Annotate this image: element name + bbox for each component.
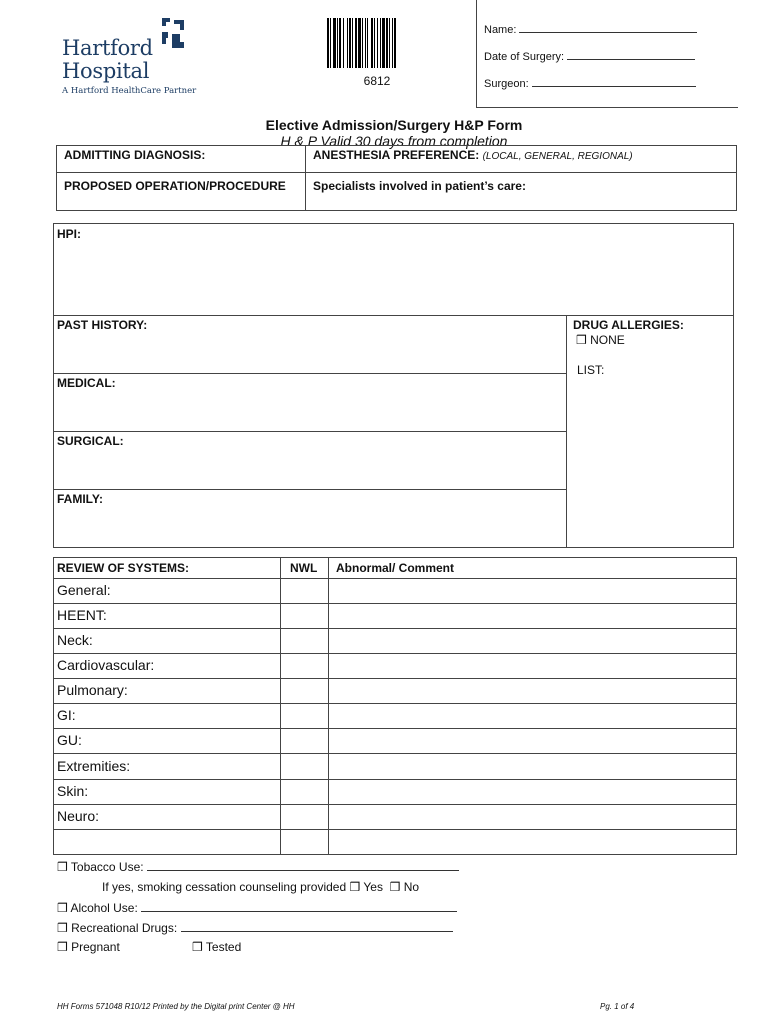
tested-field[interactable]: [192, 940, 241, 954]
barcode-bar: [349, 18, 351, 68]
ros-abnormal-header: Abnormal/ Comment: [336, 561, 455, 575]
barcode-bar: [367, 18, 368, 68]
ros-row-general: General:: [57, 582, 111, 598]
ros-row-line: [53, 678, 737, 679]
ros-row-line: [53, 653, 737, 654]
specialists-label: Specialists involved in patient’s care:: [313, 179, 526, 193]
surgical-bottom-line: [53, 489, 566, 490]
tobacco-use-field[interactable]: [57, 859, 459, 874]
ros-row-line: [53, 779, 737, 780]
pregnant-label: Pregnant: [71, 940, 120, 954]
surgery-date-line[interactable]: [567, 48, 695, 60]
barcode-number: 6812: [363, 74, 391, 88]
ros-nwl-header: NWL: [290, 561, 318, 575]
ros-col-divider-1: [280, 557, 281, 855]
surgery-date-field[interactable]: [484, 48, 695, 63]
review-of-systems-table: [53, 557, 737, 855]
ros-row-skin: Skin:: [57, 783, 89, 799]
proposed-procedure-label: PROPOSED OPERATION/PROCEDURE: [64, 179, 286, 193]
tested-label: Tested: [205, 940, 242, 954]
drugs-line[interactable]: [181, 920, 453, 932]
medical-label: MEDICAL:: [57, 376, 116, 390]
allergies-list-label: LIST:: [577, 363, 605, 377]
past-history-label: PAST HISTORY:: [57, 318, 148, 332]
allergies-none-option[interactable]: [576, 333, 625, 347]
ros-row-gi: GI:: [57, 707, 76, 723]
ros-row-heent: HEENT:: [57, 607, 107, 623]
cessation-no-checkbox[interactable]: ❒: [389, 880, 401, 894]
barcode-bar: [382, 18, 385, 68]
barcode-bar: [365, 18, 366, 68]
label-area-border-left: [476, 0, 477, 108]
drugs-checkbox[interactable]: ❒: [57, 921, 68, 935]
barcode: [327, 18, 427, 68]
surgeon-line[interactable]: [532, 75, 696, 87]
ros-row-neuro: Neuro:: [57, 808, 100, 824]
barcode-bar: [389, 18, 390, 68]
allergies-divider: [566, 315, 567, 548]
barcode-bar: [347, 18, 348, 68]
allergies-none-checkbox[interactable]: ❒: [576, 333, 587, 347]
barcode-bar: [358, 18, 361, 68]
tobacco-label: Tobacco Use:: [70, 860, 144, 874]
tested-checkbox[interactable]: ❒: [192, 940, 203, 954]
ros-row-line: [53, 603, 737, 604]
logo-tagline: A Hartford HealthCare Partner: [62, 86, 197, 96]
anesthesia-options: (LOCAL, GENERAL, REGIONAL): [482, 151, 633, 162]
barcode-bar: [343, 18, 344, 68]
surgery-date-label: Date of Surgery:: [484, 51, 565, 63]
barcode-bar: [330, 18, 331, 68]
barcode-bar: [394, 18, 396, 68]
top-table-row-divider: [56, 172, 737, 173]
cessation-no-label: No: [403, 880, 420, 894]
recreational-drugs-field[interactable]: [57, 920, 453, 935]
label-area-border-bottom: [476, 107, 738, 108]
ros-row-line: [53, 628, 737, 629]
barcode-bar: [362, 18, 363, 68]
pregnant-checkbox[interactable]: ❒: [57, 940, 68, 954]
surgical-label: SURGICAL:: [57, 434, 124, 448]
ros-row-extremities: Extremities:: [57, 758, 131, 774]
ros-row-line: [53, 804, 737, 805]
ros-row-line: [53, 753, 737, 754]
barcode-bar: [352, 18, 353, 68]
allergies-none-label: NONE: [590, 333, 625, 347]
ros-row-gu: GU:: [57, 732, 82, 748]
ros-row-line: [53, 728, 737, 729]
drugs-label: Recreational Drugs:: [71, 921, 178, 935]
alcohol-checkbox[interactable]: ❒: [57, 901, 68, 915]
form-title: Elective Admission/Surgery H&P Form: [265, 117, 523, 133]
hartford-mark-icon: [158, 18, 188, 50]
anesthesia-preference-title: ANESTHESIA PREFERENCE:: [313, 148, 480, 162]
barcode-bar: [337, 18, 338, 68]
cessation-yes-label: Yes: [363, 880, 383, 894]
footer-form-info: HH Forms 571048 R10/12 Printed by the Digital print Center @ HH: [57, 1002, 295, 1011]
barcode-bar: [392, 18, 393, 68]
cessation-yes-checkbox[interactable]: ❒: [349, 880, 361, 894]
hpi-label: HPI:: [57, 227, 81, 241]
ros-col-divider-2: [328, 557, 329, 855]
past-history-bottom-line: [53, 373, 566, 374]
anesthesia-preference-label: [313, 148, 633, 162]
history-section: [53, 223, 734, 548]
barcode-bar: [327, 18, 329, 68]
tobacco-line[interactable]: [147, 859, 459, 871]
hpi-bottom-line: [53, 315, 734, 316]
admitting-diagnosis-label: ADMITTING DIAGNOSIS:: [64, 148, 206, 162]
ros-row-line: [53, 703, 737, 704]
ros-row-pulmonary: Pulmonary:: [57, 682, 128, 698]
cessation-field: [102, 880, 419, 894]
barcode-bar: [355, 18, 357, 68]
ros-row-line: [53, 829, 737, 830]
hospital-logo: [62, 22, 202, 102]
footer-page-number: Pg. 1 of 4: [600, 1002, 635, 1011]
tobacco-checkbox[interactable]: ❒: [57, 860, 68, 874]
top-table-col-divider: [305, 145, 306, 211]
barcode-bar: [371, 18, 373, 68]
barcode-bar: [333, 18, 336, 68]
pregnant-field[interactable]: [57, 940, 120, 954]
barcode-bar: [374, 18, 375, 68]
alcohol-use-field[interactable]: [57, 900, 457, 915]
drug-allergies-label: DRUG ALLERGIES:: [573, 318, 684, 332]
form-subtitle: H & P Valid 30 days from completion: [280, 133, 508, 149]
barcode-bar: [386, 18, 388, 68]
ros-row-neck: Neck:: [57, 632, 93, 648]
barcode-bar: [339, 18, 341, 68]
alcohol-label: Alcohol Use:: [70, 901, 138, 915]
patient-name-line[interactable]: [519, 21, 697, 33]
logo-name-line1: Hartford: [62, 36, 153, 60]
alcohol-line[interactable]: [141, 900, 457, 912]
family-label: FAMILY:: [57, 492, 104, 506]
ros-row-cardiovascular: Cardiovascular:: [57, 657, 155, 673]
medical-bottom-line: [53, 431, 566, 432]
ros-row-line: [53, 578, 737, 579]
logo-name-line2: Hospital: [62, 59, 150, 83]
cessation-label: If yes, smoking cessation counseling provided: [102, 880, 347, 894]
barcode-bar: [380, 18, 381, 68]
ros-header-label: REVIEW OF SYSTEMS:: [57, 561, 190, 575]
patient-name-field[interactable]: [484, 21, 697, 36]
patient-name-label: Name:: [484, 24, 517, 36]
surgeon-field[interactable]: [484, 75, 696, 90]
surgeon-label: Surgeon:: [484, 78, 529, 90]
barcode-bar: [377, 18, 378, 68]
